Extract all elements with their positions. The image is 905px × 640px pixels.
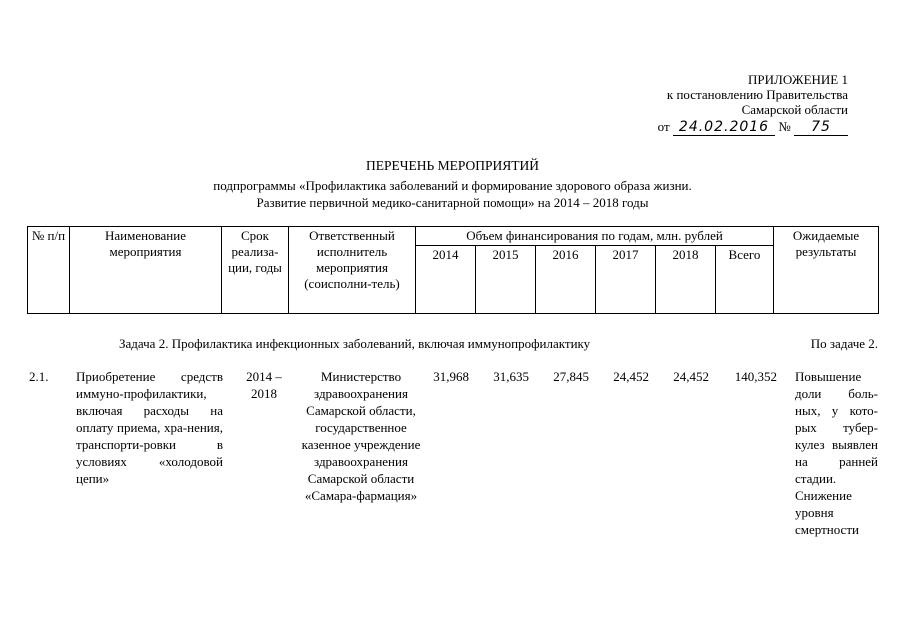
row-value-2018: 24,452 [673,369,709,384]
row-value-2016: 27,845 [553,369,589,384]
date-number-row [588,119,848,136]
row-executor: Министерство здравоохранения Самарской области, государственное казенное учреждение здравоохранения Самарской области «Самара-фармация» [301,369,421,503]
task-title: Задача 2. Профилактика инфекционных заболеваний, включая иммунопрофилактику [119,336,591,351]
document-subtitle [0,177,905,211]
header-term: Срок реализа-ции, годы [222,227,289,314]
header-num: № п/п [28,227,70,314]
activities-table-header [27,226,879,314]
subtitle-line-1: подпрограммы «Профилактика заболеваний и формирование здорового образа жизни. [213,178,692,193]
task-result: По задаче 2. [810,336,878,351]
handwritten-date: 24.02.2016 [673,120,775,136]
header-year-2017: 2017 [596,246,656,314]
row-expected-result: Повышение доли боль-ных, у кото-рых тубер-кулез выявлен на ранней стадии. Снижение уровня смертности [795,369,878,537]
row-value-2015: 31,635 [493,369,529,384]
header-year-2016: 2016 [536,246,596,314]
row-value-2014: 31,968 [433,369,469,384]
header-year-2014: 2014 [416,246,476,314]
appendix-label: ПРИЛОЖЕНИЕ 1 [748,72,848,87]
date-prefix: от [657,119,670,134]
approval-block [588,72,848,136]
header-year-2015: 2015 [476,246,536,314]
header-executor: Ответственный исполнитель мероприятия (соисполни-тель) [289,227,416,314]
subtitle-line-2: Развитие первичной медико-санитарной помощи» на 2014 – 2018 годы [256,195,649,210]
row-value-total: 140,352 [734,369,777,384]
header-funding: Объем финансирования по годам, млн. рублей [416,227,774,246]
row-num: 2.1. [29,369,49,384]
resolution-line: к постановлению Правительства [666,87,848,102]
header-total: Всего [716,246,774,314]
header-year-2018: 2018 [656,246,716,314]
number-prefix: № [778,119,791,134]
row-term: 2014 – 2018 [246,369,282,401]
header-name: Наименование мероприятия [70,227,222,314]
document-title: ПЕРЕЧЕНЬ МЕРОПРИЯТИЙ [365,158,540,173]
region-line: Самарской области [741,102,848,117]
row-value-2017: 24,452 [613,369,649,384]
handwritten-number: 75 [794,120,848,136]
row-activity-name: Приобретение средств иммуно-профилактики, включая расходы на оплату приема, хра-нения, транспорти-ровки в условиях «холодовой цепи» [76,369,223,486]
header-results: Ожидаемые результаты [774,227,879,314]
